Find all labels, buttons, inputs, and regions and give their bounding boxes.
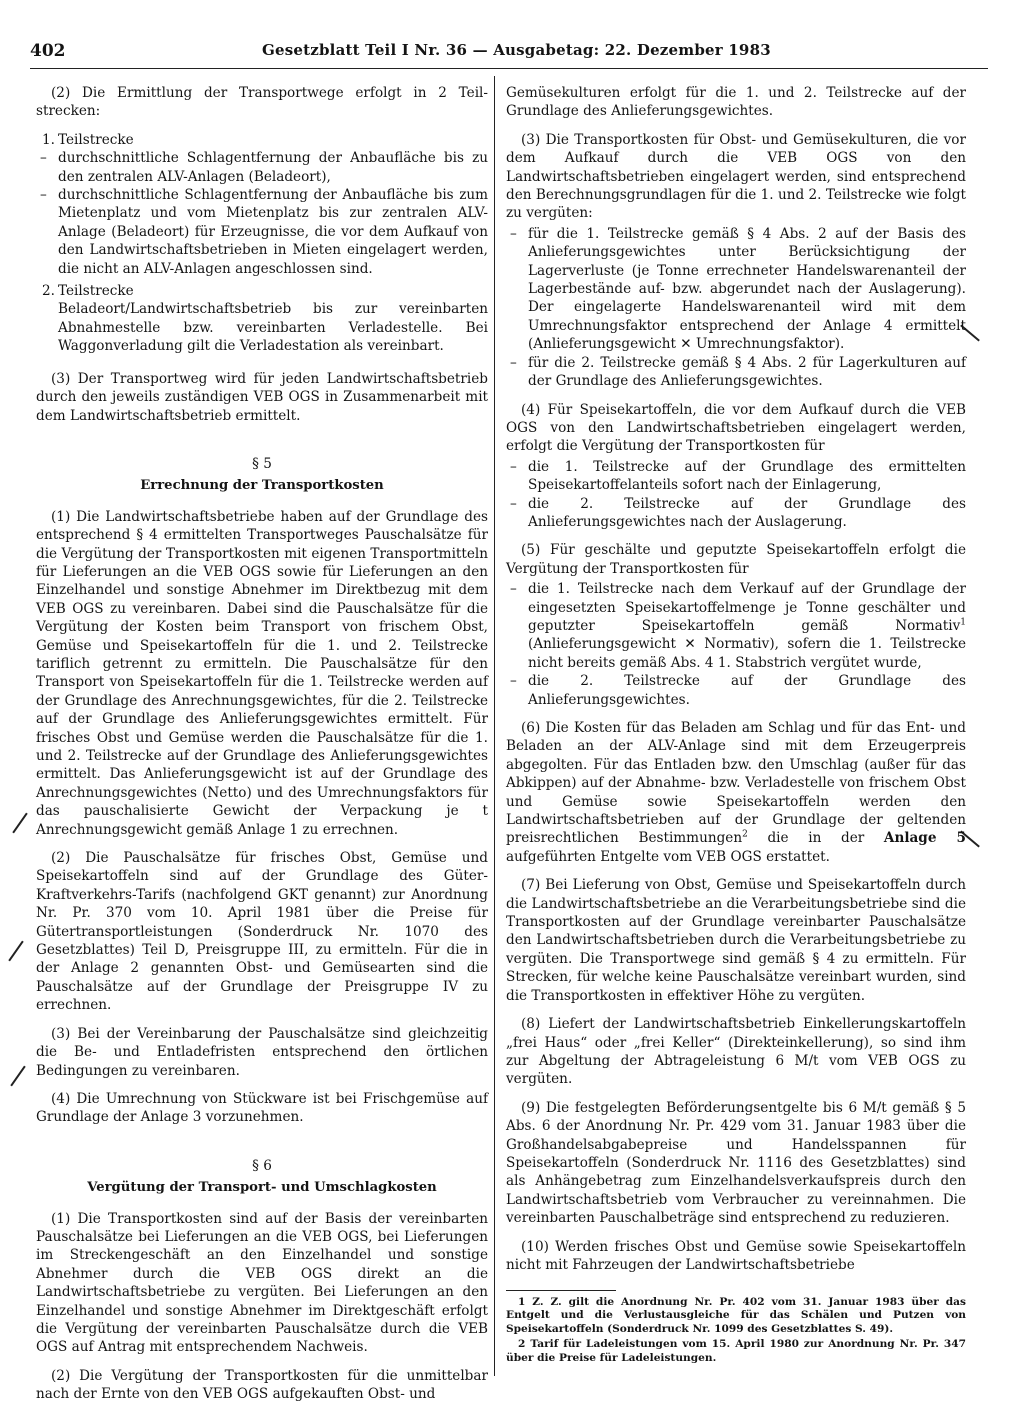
paragraph: (2) Die Ermittlung der Transportwege erfolgt in 2 Teil-strecken:: [36, 85, 488, 120]
paragraph: (8) Liefert der Landwirtschaftsbetrieb Einkellerungskartoffeln „frei Haus“ oder „frei Keller“ (Direkteinkellerung), so sind ihm zur Abgeltung der Abtrageleistung 6 M/t vom VEB OGS zu vergüten.: [506, 1016, 966, 1088]
footnote: 2 Tarif für Ladeleistungen vom 15. April 1980 zur Anordnung Nr. Pr. 347 über die Preise für Ladeleistungen.: [506, 1338, 966, 1364]
dash-item: – für die 2. Teilstrecke gemäß § 4 Abs. 2 für Lagerkulturen auf der Grundlage des Anlieferungsgewichtes.: [506, 354, 966, 391]
section-number: § 6: [252, 1157, 272, 1174]
paragraph: (1) Die Transportkosten sind auf der Basis der vereinbarten Pauschalsätze bei Lieferungen an die VEB OGS, bei Lieferungen im Streckengeschäft an den Einzelhandel und sonstige Abnehmer durch die VEB OGS direkt an die Landwirtschaftsbetriebe zu vergüten. Bei Lieferungen an den Einzelhandel und sonstige Abnehmer im Direktgeschäft erfolgt die Vergütung der vereinbarten Pauschalsätze durch die VEB OGS auf Antrag mit entsprechendem Nachweis.: [36, 1210, 488, 1356]
margin-mark: [12, 813, 27, 834]
paragraph: Gemüsekulturen erfolgt für die 1. und 2. Teilstrecke auf der Grundlage des Anlieferungsgewichtes.: [506, 85, 966, 120]
page-number: 402: [30, 41, 66, 61]
paragraph-text: aufgeführten Entgelte vom VEB OGS erstattet.: [506, 848, 830, 865]
section-number: § 5: [252, 455, 272, 472]
dash-list: [506, 458, 966, 532]
paragraph: [506, 719, 966, 866]
list-number: 1.: [42, 131, 55, 148]
dash-item: – für die 1. Teilstrecke gemäß § 4 Abs. 2 auf der Basis des Anlieferungsgewichtes unter Berücksichtigung der Lagerverluste (je Tonne errechneter Handelswarenanteil der Lagerbestände auf- bzw. abgerundet nach der Auslagerung). Der eingelagerte Handelswarenanteil wird mit dem Umrechnungsfaktor entsprechend der Anlage 4 ermittelt (Anlieferungsgewicht ✕ Umrechnungsfaktor).: [506, 225, 966, 354]
column-divider: [494, 76, 495, 1376]
emphasis: Anlage 5: [883, 830, 966, 847]
footnote-ref: 1: [960, 617, 966, 628]
header-rule: [30, 68, 988, 69]
dash-item: – die 2. Teilstrecke auf der Grundlage des Anlieferungsgewichtes.: [506, 672, 966, 709]
paragraph: (7) Bei Lieferung von Obst, Gemüse und Speisekartoffeln durch die Landwirtschaftsbetriebe an die Verarbeitungsbetriebe sind die Transportkosten auf der Grundlage vereinbarter Pauschalsätze den Landwirtschaftsbetrieben durch die Verarbeitungsbetriebe zu vergüten. Die Transportwege sind gemäß § 4 zu ermitteln. Für Strecken, für welche keine Pauschalsätze vereinbart wurden, sind die Transportkosten in effektiver Höhe zu vergüten.: [506, 877, 966, 1004]
dash-item: – durchschnittliche Schlagentfernung der Anbaufläche bis zu den zentralen ALV-Anlagen (Beladeort),: [36, 149, 488, 186]
list-number: 2.: [42, 283, 55, 300]
dash-list: [506, 225, 966, 391]
list-item: [36, 282, 488, 300]
dash-item-text: die 1. Teilstrecke nach dem Verkauf auf der Grundlage der eingesetzten Speisekartoffelmenge je Tonne geschälter und geputzter Speisekartoffeln gemäß Normativ: [528, 581, 966, 634]
list-item: [36, 131, 488, 149]
footnote-ref: 2: [742, 829, 748, 840]
page-header: [30, 41, 990, 71]
paragraph-text: die in der: [747, 830, 884, 847]
paragraph: (2) Die Pauschalsätze für frisches Obst, Gemüse und Speisekartoffeln sind auf der Grundlage des Güter-Kraftverkehrs-Tarifs (nachfolgend GKT genannt) zur Anordnung Nr. Pr. 370 vom 10. April 1981 über die Preise für Gütertransportleistungen (Sonderdruck Nr. 1070 des Gesetzblattes) Teil D, Preisgruppe III, zu ermitteln. Für die in der Anlage 2 genannten Obst- und Gemüsearten sind die Pauschalsätze auf der Grundlage der Preisgruppe IV zu errechnen.: [36, 850, 488, 1014]
right-column: [506, 84, 966, 1284]
list-item-title: Teilstrecke: [58, 131, 134, 148]
dash-item: [506, 580, 966, 672]
paragraph: (2) Die Vergütung der Transportkosten für die unmittelbar nach der Ernte von den VEB OGS aufgekauften Obst- und: [36, 1367, 488, 1403]
dash-list: [36, 149, 488, 278]
section-title: Errechnung der Transportkosten: [140, 478, 384, 494]
dash-list: [506, 580, 966, 709]
dash-item: – die 2. Teilstrecke auf der Grundlage des Anlieferungsgewichtes nach der Auslagerung.: [506, 495, 966, 532]
paragraph: (9) Die festgelegten Beförderungsentgelte bis 6 M/t gemäß § 5 Abs. 6 der Anordnung Nr. Pr. 429 vom 31. Januar 1983 über die Großhandelsabgabepreise und Handelsspannen für Speisekartoffeln (Sonderdruck Nr. 1116 des Gesetzblattes) sind als Anhängebetrag zum Einzelhandelsverkaufspreis durch den Landwirtschaftsbetrieb vom Verbraucher zu vereinnahmen. Die vereinbarten Pauschalbeträge sind entsprechend zu reduzieren.: [506, 1099, 966, 1227]
paragraph: (5) Für geschälte und geputzte Speisekartoffeln erfolgt die Vergütung der Transportkosten für: [506, 542, 966, 577]
margin-mark: [10, 1066, 25, 1087]
left-column: [36, 84, 488, 1414]
paragraph: (1) Die Landwirtschaftsbetriebe haben auf der Grundlage des entsprechend § 4 ermittelten Transportweges Pauschalsätze für die Vergütung der Transportkosten mit eigenen Transportmitteln für Lieferungen an die VEB OGS sowie für Lieferungen an den Einzelhandel und sonstige Abnehmer im Direktbezug mit dem VEB OGS zu vereinbaren. Dabei sind die Pauschalsätze für die Vergütung der Kosten beim Transport von frischem Obst, Gemüse und Speisekartoffeln für die 1. und 2. Teilstrecke tariflich getrennt zu ermitteln. Die Pauschalsätze für den Transport von Speisekartoffeln für die 1. Teilstrecke werden auf der Grundlage des Anrechnungsgewichtes, für die 2. Teilstrecke auf der Grundlage des Anlieferungsgewichtes ermittelt. Für frisches Obst und Gemüse werden die Pauschalsätze für die 1. und 2. Teilstrecke auf der Grundlage des Anlieferungsgewichtes ermittelt. Das Anlieferungsgewicht ist auf der Grundlage des Anrechnungsgewichtes (Netto) und des Umrechnungsfaktors für das pauschalisierte Gewicht der Verpackung je t Anrechnungsgewicht gemäß Anlage 1 zu errechnen.: [36, 508, 488, 838]
margin-mark: [8, 941, 23, 962]
footnote-rule: [506, 1290, 616, 1291]
dash-item-text: (Anlieferungsgewicht ✕ Normativ), sofern die 1. Teilstrecke nicht bereits gemäß Abs. 4 1. Stabstrich vergütet wurde,: [528, 636, 966, 671]
paragraph: (3) Der Transportweg wird für jeden Landwirtschaftsbetrieb durch den jeweils zuständigen VEB OGS in Zusammenarbeit mit dem Landwirtschaftsbetrieb ermittelt.: [36, 370, 488, 424]
paragraph: (4) Für Speisekartoffeln, die vor dem Aufkauf durch die VEB OGS von den Landwirtschaftsbetrieben eingelagert werden, erfolgt die Vergütung der Transportkosten für: [506, 401, 966, 455]
paragraph: Beladeort/Landwirtschaftsbetrieb bis zur vereinbarten Abnahmestelle bzw. vereinbarten Verladestelle. Bei Waggonverladung gilt die Verladestation als vereinbart.: [58, 301, 488, 355]
dash-item: – die 1. Teilstrecke auf der Grundlage des ermittelten Speisekartoffelanteils sofort nach der Einlagerung,: [506, 458, 966, 495]
list-item-title: Teilstrecke: [58, 283, 134, 300]
running-title: Gesetzblatt Teil I Nr. 36 — Ausgabetag: 22. Dezember 1983: [262, 41, 771, 59]
paragraph: (3) Bei der Vereinbarung der Pauschalsätze sind gleichzeitig die Be- und Entladefristen entsprechend den örtlichen Bedingungen zu vereinbaren.: [36, 1025, 488, 1079]
footnotes: [506, 1296, 966, 1367]
dash-item: – durchschnittliche Schlagentfernung der Anbaufläche bis zum Mietenplatz und vom Mietenplatz bis zur zentralen ALV-Anlage (Beladeort) für Erzeugnisse, die vor dem Aufkauf von den Landwirtschaftsbetrieben in Mieten eingelagert werden, die nicht an ALV-Anlagen angeschlossen sind.: [36, 186, 488, 278]
footnote: 1 Z. Z. gilt die Anordnung Nr. Pr. 402 vom 31. Januar 1983 über das Entgelt und die Verlustausgleiche für das Schälen und Putzen von Speisekartoffeln (Sonderdruck Nr. 1099 des Gesetzblattes S. 49).: [506, 1296, 966, 1335]
section-title: Vergütung der Transport- und Umschlagkosten: [87, 1180, 437, 1196]
paragraph: (10) Werden frisches Obst und Gemüse sowie Speisekartoffeln nicht mit Fahrzeugen der Landwirtschaftsbetriebe: [506, 1238, 966, 1273]
paragraph: (4) Die Umrechnung von Stückware ist bei Frischgemüse auf Grundlage der Anlage 3 vorzunehmen.: [36, 1090, 488, 1126]
paragraph: (3) Die Transportkosten für Obst- und Gemüsekulturen, die vor dem Aufkauf durch die VEB OGS von den Landwirtschaftsbetrieben eingelagert werden, sind entsprechend den Berechnungsgrundlagen für die 1. und 2. Teilstrecke wie folgt zu vergüten:: [506, 131, 966, 222]
paragraph-text: (6) Die Kosten für das Beladen am Schlag und für das Ent- und Beladen an der ALV-Anlage sind mit dem Erzeugerpreis abgegolten. Für das Entladen bzw. den Umschlag (außer für das Abkippen) auf der Abnahme- bzw. Verladestelle von frischem Obst und Gemüse sowie Speisekartoffeln werden den Landwirtschaftsbetrieben auf der Grundlage der geltenden preisrechtlichen Bestimmungen: [506, 720, 966, 847]
